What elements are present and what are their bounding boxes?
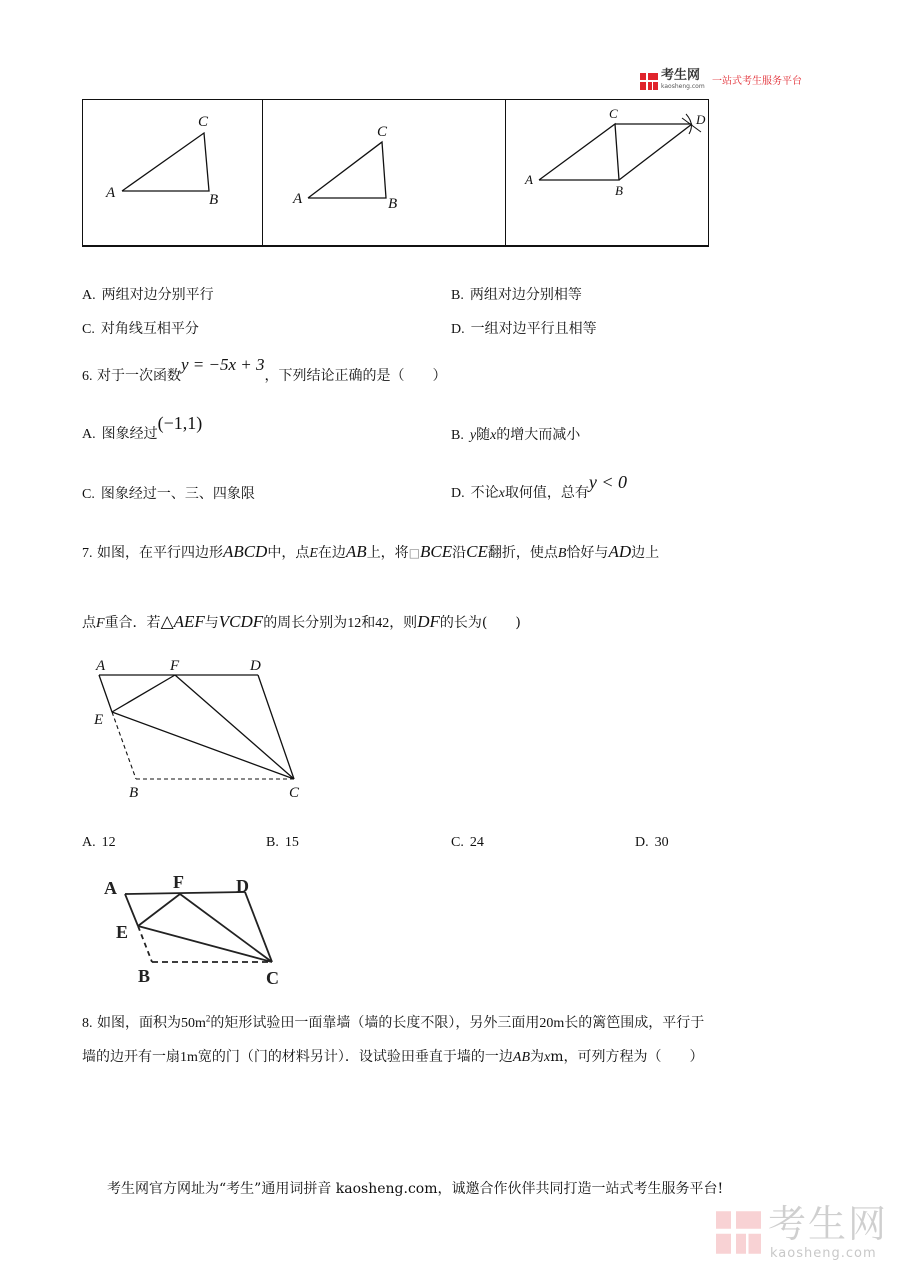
- stem-text: 的长为( ): [439, 615, 521, 631]
- option-key: C.: [82, 487, 95, 502]
- math-ab: AB: [345, 542, 367, 561]
- header-slogan: 一站式考生服务平台: [712, 76, 802, 87]
- q5-option-d: [451, 320, 597, 339]
- option-text: 30: [654, 835, 669, 850]
- segment-ec: [112, 712, 294, 779]
- vertex-label-c: C: [609, 106, 618, 121]
- vertex-label-a: A: [293, 191, 303, 207]
- segment-ef: [138, 894, 180, 926]
- option-text: 图象经过: [101, 426, 158, 442]
- var-x: x: [544, 1050, 551, 1065]
- stem-text: 点: [82, 615, 96, 631]
- math-triangle-aef: △AEF: [160, 612, 205, 631]
- var-x: x: [490, 428, 497, 443]
- q5-option-c: [82, 320, 199, 339]
- triangle-abc: [122, 133, 209, 191]
- perimeter-value: 12: [347, 616, 362, 631]
- q8-stem-line2: [82, 1048, 704, 1067]
- door-width: 1m: [180, 1050, 198, 1065]
- stem-text: 沿: [452, 545, 467, 561]
- vertex-label-d: D: [250, 658, 261, 674]
- q7-option-a: [82, 834, 116, 852]
- stem-text: 重合．若: [104, 615, 161, 631]
- question-number: 6.: [82, 369, 93, 384]
- option-key: A.: [82, 288, 96, 303]
- point-coordinate: (−1,1): [157, 413, 203, 433]
- option-key: C.: [451, 835, 464, 850]
- segment-eb-dashed: [112, 712, 136, 779]
- stem-text: m，可列方程为（ ）: [550, 1049, 704, 1065]
- math-df: DF: [417, 612, 440, 631]
- stem-text: 中，点: [267, 545, 310, 561]
- kaosheng-logo-icon: [640, 73, 658, 90]
- q8-stem-line1: [82, 1014, 704, 1033]
- q7-stem-line2: [82, 613, 521, 633]
- option-text: 两组对边分别相等: [469, 287, 582, 303]
- logo-brand-name: 考生网: [661, 68, 701, 83]
- stem-text: ，则: [389, 615, 418, 631]
- figure-panel-1: [83, 100, 263, 245]
- q6-stem: [82, 356, 446, 386]
- watermark-logo-icon: [716, 1210, 761, 1255]
- option-text: 取何值，总有: [504, 485, 589, 501]
- var-x: x: [498, 486, 505, 501]
- missing-glyph-box: □: [408, 546, 421, 560]
- triangle-abc: [308, 142, 386, 198]
- option-key: A.: [82, 427, 96, 442]
- stem-text: 对于一次函数: [96, 368, 181, 384]
- q7-stem-line1: [82, 543, 659, 563]
- logo-domain: kaosheng.com: [661, 83, 705, 90]
- footer-text: 考生网官方网址为“考生”通用词拼音 kaosheng.com，诚邀合作伙伴共同打造一站式考生服务平台!: [107, 1181, 724, 1197]
- vertex-label-e: E: [116, 922, 129, 942]
- math-f: F: [96, 616, 105, 631]
- q7-parallelogram-figure: [90, 655, 310, 805]
- segment-ec: [138, 926, 272, 962]
- construction-figure-table: [82, 99, 709, 247]
- option-key: D.: [635, 835, 649, 850]
- option-text: 随: [476, 427, 491, 443]
- math-e: E: [309, 546, 318, 561]
- question-number: 7.: [82, 546, 93, 561]
- vertex-label-c: C: [198, 114, 209, 130]
- option-key: A.: [82, 835, 96, 850]
- stem-text: 在边: [317, 545, 346, 561]
- q6-option-c: [82, 485, 255, 504]
- math-ce: CE: [466, 542, 488, 561]
- vertex-label-a: A: [104, 878, 117, 898]
- fence-length: 20m: [539, 1016, 565, 1031]
- q6-option-d: [451, 473, 627, 503]
- math-ad: AD: [608, 542, 632, 561]
- q7-option-d: [635, 834, 669, 852]
- math-bce: BCE: [420, 542, 453, 561]
- watermark-brand-name: 考生网: [768, 1202, 889, 1246]
- formula: y = −5x + 3: [180, 355, 265, 374]
- area-value: 50m: [180, 1016, 206, 1031]
- option-text: 图象经过一、三、四象限: [100, 486, 255, 502]
- q7-option-c: [451, 834, 484, 852]
- q6-option-a: [82, 414, 202, 444]
- stem-text: 和: [361, 615, 376, 631]
- option-key: B.: [451, 288, 464, 303]
- vertex-label-d: D: [236, 876, 249, 896]
- triangle-abc: [539, 124, 619, 180]
- vertex-label-a: A: [96, 658, 106, 674]
- stem-text: 恰好与: [566, 545, 609, 561]
- vertex-label-a: A: [106, 185, 116, 201]
- vertex-label-e: E: [94, 712, 104, 728]
- option-text: 对角线互相平分: [100, 321, 199, 337]
- option-key: B.: [266, 835, 279, 850]
- var-y: y: [469, 428, 477, 443]
- stem-text: 翻折，使点: [487, 545, 558, 561]
- stem-text: 如图，面积为: [96, 1015, 181, 1031]
- option-key: D.: [451, 486, 465, 501]
- segment-eb-dashed: [138, 926, 152, 962]
- q5-option-b: [451, 286, 582, 305]
- vertex-label-c: C: [377, 124, 388, 140]
- vertex-label-c: C: [266, 968, 279, 988]
- q7-option-b: [266, 834, 299, 852]
- q5-option-a: [82, 286, 214, 305]
- stem-text: 上，将: [366, 545, 409, 561]
- option-text: 15: [284, 835, 299, 850]
- perimeter-value: 42: [375, 616, 390, 631]
- stem-text: 长的篱笆围成，平行于: [564, 1015, 705, 1031]
- segment-ef: [112, 675, 175, 712]
- vertex-label-f: F: [173, 872, 184, 892]
- stem-text: 的矩形试验田一面靠墙（墙的长度不限），另外三面用: [210, 1015, 540, 1031]
- vertex-label-b: B: [388, 196, 398, 212]
- math-b: B: [557, 546, 567, 561]
- stem-text: 墙的边开有一扇: [82, 1049, 180, 1065]
- question-number: 8.: [82, 1016, 93, 1031]
- q7-solution-figure: [100, 870, 300, 990]
- segment-bd: [619, 124, 692, 180]
- vertex-label-b: B: [209, 192, 219, 208]
- option-key: D.: [451, 322, 465, 337]
- option-key: B.: [451, 428, 464, 443]
- stem-text: 为: [530, 1049, 544, 1065]
- option-text: 不论: [470, 485, 499, 501]
- stem-text: 的周长分别为: [263, 615, 348, 631]
- stem-text: 如图，在平行四边形: [96, 545, 223, 561]
- vertex-label-b: B: [138, 966, 151, 986]
- segment-ad: [125, 892, 245, 894]
- stem-text: ，下列结论正确的是（ ）: [264, 368, 447, 384]
- option-text: 两组对边分别平行: [101, 287, 214, 303]
- logo-text-block: [661, 69, 705, 90]
- option-text: 的增大而减小: [496, 427, 581, 443]
- option-text: 12: [101, 835, 116, 850]
- math-ab: AB: [512, 1050, 530, 1065]
- exponent: 2: [205, 1013, 211, 1024]
- vertex-label-b: B: [615, 183, 623, 198]
- segment-ae: [99, 675, 112, 712]
- vertex-label-b: B: [129, 785, 139, 801]
- option-text: 一组对边平行且相等: [470, 321, 597, 337]
- math-abcd: ABCD: [222, 542, 268, 561]
- vertex-label-f: F: [170, 658, 180, 674]
- inequality: y < 0: [588, 472, 627, 492]
- vertex-label-a: A: [525, 172, 533, 187]
- watermark-domain: kaosheng.com: [770, 1246, 877, 1261]
- option-text: 24: [469, 835, 484, 850]
- vertex-label-d: D: [696, 112, 706, 127]
- stem-text: 与: [204, 615, 219, 631]
- q6-option-b: [451, 426, 580, 445]
- option-key: C.: [82, 322, 95, 337]
- math-triangle-cdf: VCDF: [218, 612, 264, 631]
- figure-panel-2: [262, 100, 506, 245]
- vertex-label-c: C: [289, 785, 300, 801]
- figure-panel-3: [505, 100, 710, 245]
- stem-text: 宽的门（门的材料另计）．设试验田垂直于墙的一边: [197, 1049, 513, 1065]
- stem-text: 边上: [631, 545, 660, 561]
